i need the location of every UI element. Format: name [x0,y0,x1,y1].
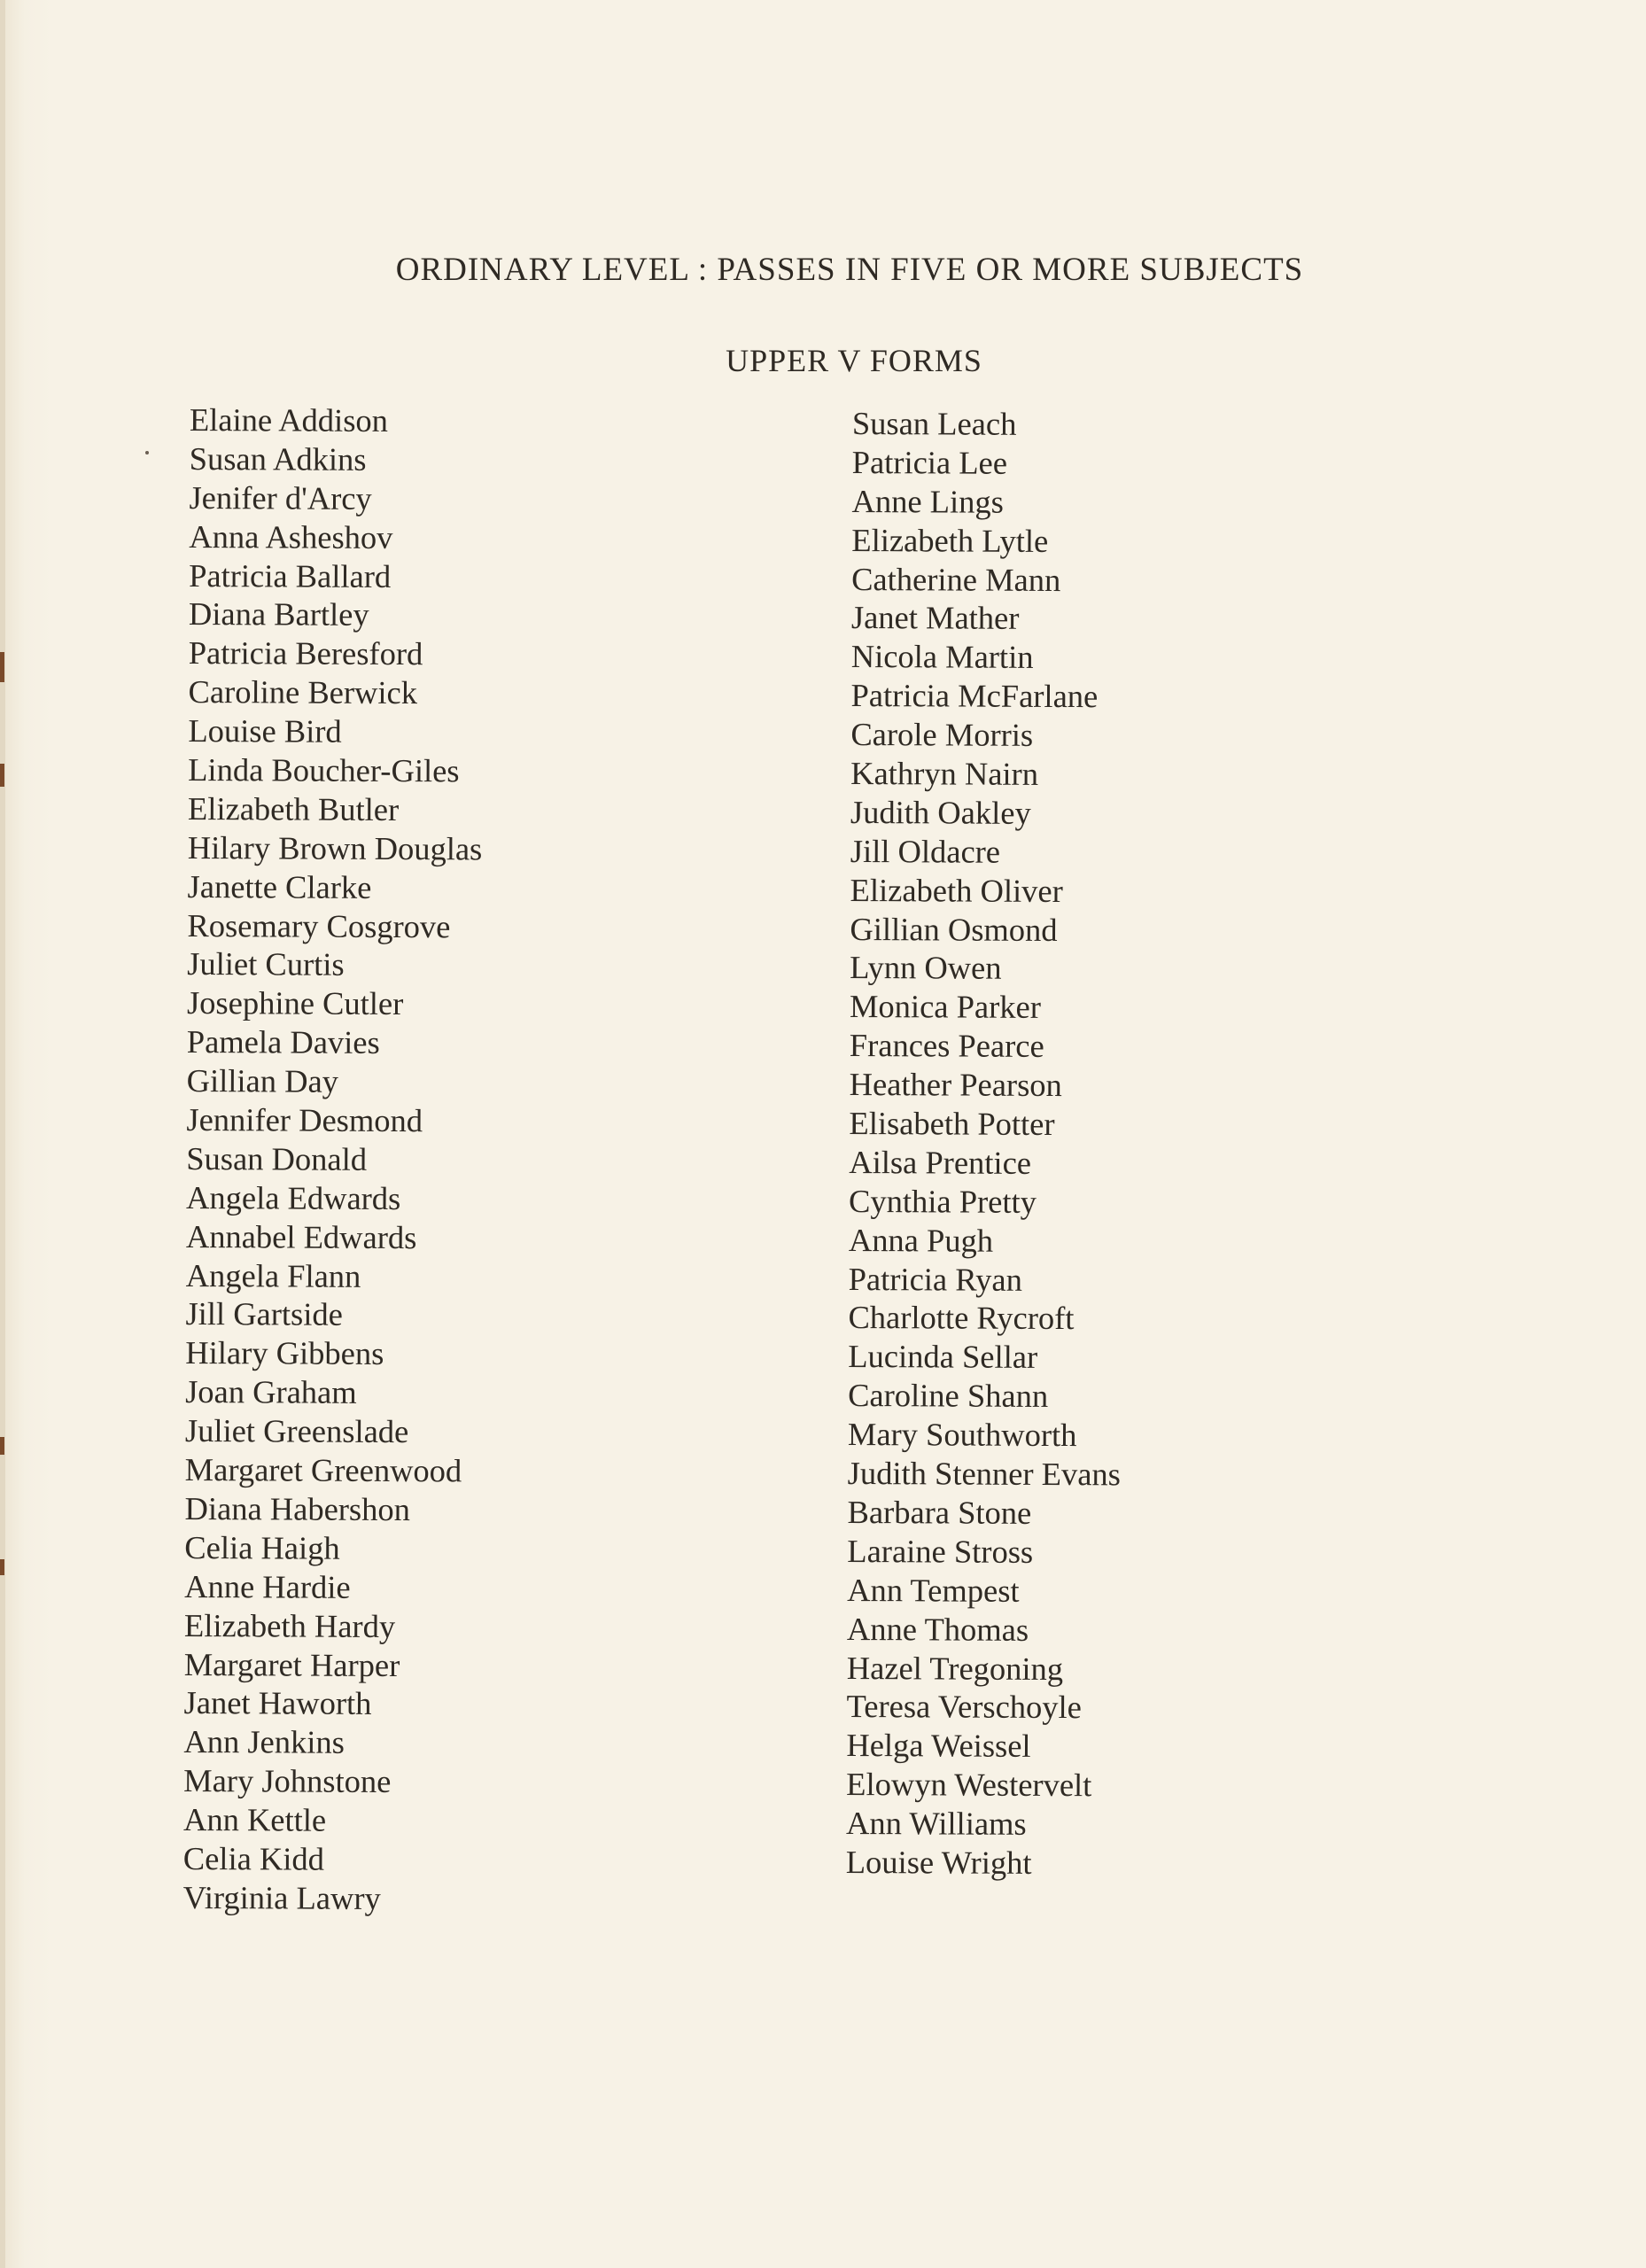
list-item: Ann Kettle [182,1801,327,1838]
list-item: Janette Clarke [187,867,372,905]
list-item: Annabel Edwards [185,1217,417,1255]
list-item: Anna Pugh [848,1221,994,1259]
list-item: Mary Southworth [847,1416,1077,1454]
list-item: Jennifer Desmond [186,1101,423,1139]
list-item: Susan Adkins [189,439,367,478]
list-item: Anne Lings [851,482,1004,520]
list-item: Elizabeth Hardy [183,1606,396,1644]
list-item: Pamela Davies [186,1023,380,1061]
binding-mark [0,652,4,682]
list-item: Patricia Beresford [188,634,423,672]
list-item: Elizabeth Butler [187,789,400,827]
list-item: Louise Bird [188,712,342,750]
list-item: Teresa Verschoyle [846,1688,1083,1726]
list-item: Caroline Shann [848,1377,1049,1415]
list-item: Virginia Lawry [182,1878,381,1916]
list-item: Linda Boucher-Giles [188,751,460,789]
list-item: Patricia Ballard [189,556,392,594]
list-item: Celia Kidd [182,1839,325,1877]
page-heading: ORDINARY LEVEL : PASSES IN FIVE OR MORE SUBJECTS [395,252,1304,288]
list-item: Margaret Harper [183,1645,400,1683]
list-item: Louise Wright [845,1843,1032,1881]
list-item: Monica Parker [849,988,1042,1026]
list-item: Patricia Lee [851,443,1008,481]
list-item: Patricia Ryan [848,1260,1022,1298]
list-item: Catherine Mann [851,560,1061,598]
list-item: Celia Haigh [184,1528,340,1566]
list-item: Hilary Gibbens [185,1334,384,1372]
list-item: Janet Mather [850,599,1020,637]
list-item: Hilary Brown Douglas [187,828,483,867]
list-item: Elisabeth Potter [849,1105,1055,1143]
list-item: Elowyn Westervelt [846,1766,1092,1804]
list-item: Elizabeth Oliver [850,871,1063,909]
section-subheading: UPPER V FORMS [726,343,982,378]
list-item: Gillian Day [186,1062,339,1099]
list-item: Angela Edwards [185,1178,401,1216]
list-item: Juliet Greenslade [184,1412,409,1450]
list-item: Barbara Stone [847,1493,1032,1531]
list-item: Angela Flann [185,1256,361,1294]
list-item: Diana Habershon [184,1489,411,1528]
list-item: Helga Weissel [846,1727,1031,1765]
list-item: Diana Bartley [188,595,369,633]
list-item: Ann Williams [845,1805,1027,1842]
binding-mark [0,764,4,787]
list-item: Gillian Osmond [850,910,1058,948]
list-item: Judith Oakley [850,793,1031,831]
list-item: Susan Leach [851,405,1017,442]
list-item: Lucinda Sellar [848,1338,1038,1376]
list-item: Hazel Tregoning [846,1649,1064,1687]
names-list-right [846,404,1125,1883]
list-item: Carole Morris [850,716,1034,754]
paper-speck [145,451,149,454]
list-item: Caroline Berwick [188,673,418,711]
list-item: Jill Oldacre [850,832,1001,870]
list-item: Charlotte Rycroft [848,1299,1075,1337]
list-item: Lynn Owen [850,949,1002,987]
binding-edge [0,0,5,2268]
list-item: Elizabeth Lytle [851,521,1049,559]
list-item: Mary Johnstone [183,1762,392,1800]
list-item: Josephine Cutler [186,984,404,1022]
binding-mark [0,1437,4,1455]
list-item: Janet Haworth [183,1684,372,1722]
names-list-left [183,400,485,1918]
list-item: Jenifer d'Arcy [189,478,372,517]
list-item: Joan Graham [185,1373,357,1411]
list-item: Kathryn Nairn [850,755,1039,792]
list-item: Judith Stenner Evans [847,1455,1122,1493]
list-item: Juliet Curtis [187,945,345,983]
list-item: Laraine Stross [847,1532,1034,1570]
list-item: Ann Tempest [847,1571,1020,1609]
list-item: Ann Jenkins [183,1723,345,1761]
list-item: Anne Hardie [184,1567,351,1605]
list-item: Susan Donald [186,1139,368,1177]
list-item: Nicola Martin [850,638,1034,676]
list-item: Ailsa Prentice [849,1143,1032,1181]
list-item: Rosemary Cosgrove [187,906,451,944]
list-item: Frances Pearce [849,1027,1044,1065]
list-item: Elaine Addison [189,401,389,439]
binding-mark [0,1559,4,1575]
list-item: Anna Asheshov [189,517,393,555]
list-item: Anne Thomas [846,1610,1029,1648]
list-item: Cynthia Pretty [848,1182,1037,1220]
list-item: Margaret Greenwood [184,1451,462,1489]
list-item: Jill Gartside [185,1295,343,1333]
list-item: Patricia McFarlane [850,677,1099,715]
list-item: Heather Pearson [849,1066,1062,1104]
